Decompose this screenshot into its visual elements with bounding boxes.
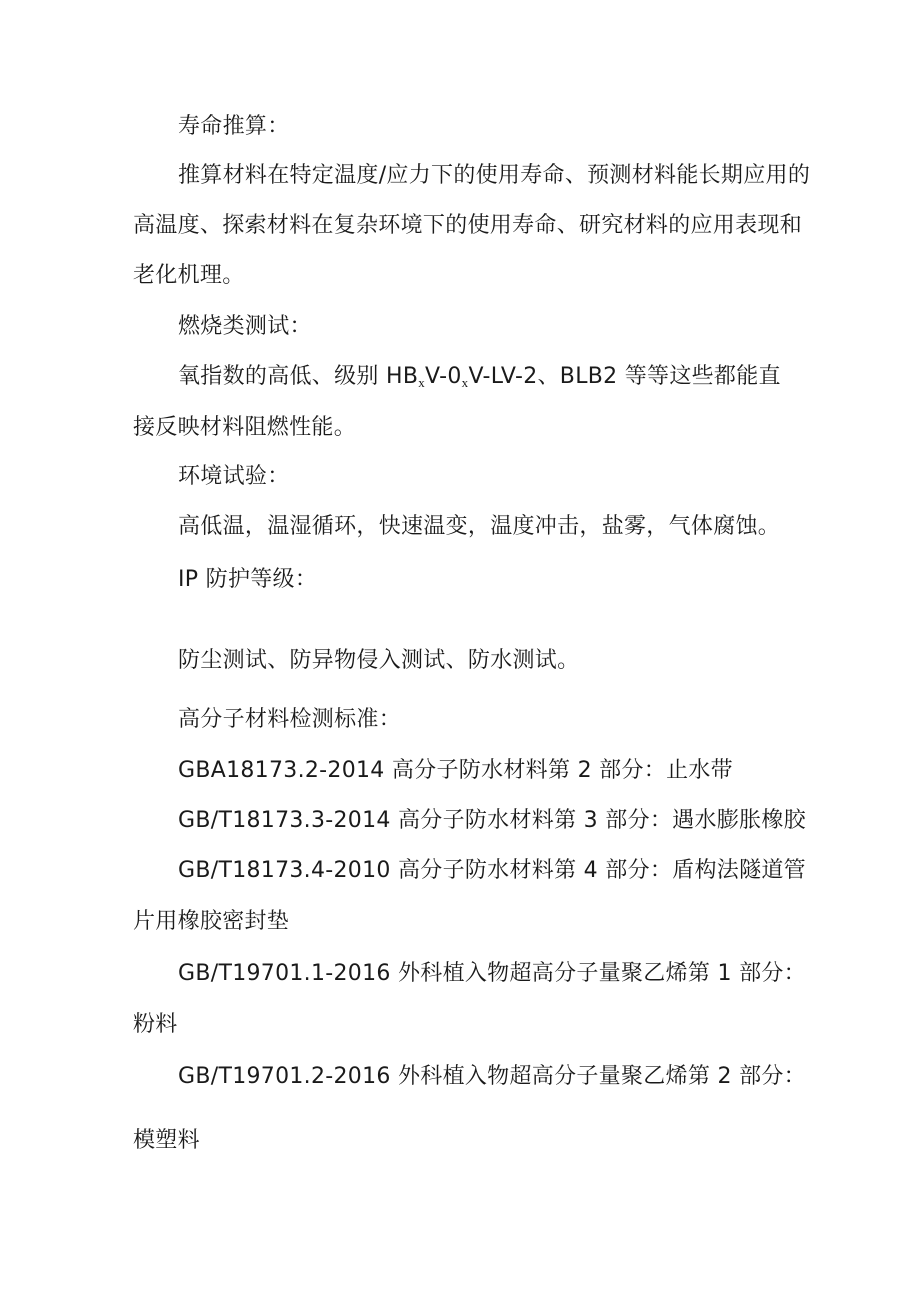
combustion-body-line-1	[178, 362, 793, 392]
environment-heading: 环境试验：	[178, 464, 290, 489]
standard-item-continuation: 片用橡胶密封垫	[133, 909, 290, 934]
environment-body: 高低温，温湿循环，快速温变，温度冲击，盐雾，气体腐蚀。	[178, 514, 781, 539]
combustion-body-line-2: 接反映材料阻燃性能。	[133, 415, 357, 440]
combustion-heading: 燃烧类测试：	[178, 314, 312, 339]
standard-item: GB/T19701.1-2016 外科植入物超高分子量聚乙烯第 1 部分：	[178, 961, 806, 986]
subscript-x: x	[461, 375, 469, 390]
standard-item: GBA18173.2-2014 高分子防水材料第 2 部分：止水带	[178, 758, 733, 783]
standard-item: GB/T19701.2-2016 外科植入物超高分子量聚乙烯第 2 部分：	[178, 1064, 806, 1089]
combustion-text-pre: 氧指数的高低、级别 HB	[178, 364, 419, 389]
standard-item: GB/T18173.4-2010 高分子防水材料第 4 部分：盾构法隧道管	[178, 858, 806, 883]
ip-body: 防尘测试、防异物侵入测试、防水测试。	[178, 648, 580, 673]
standard-item: GB/T18173.3-2014 高分子防水材料第 3 部分：遇水膨胀橡胶	[178, 808, 806, 833]
lifetime-heading: 寿命推算：	[178, 114, 290, 139]
combustion-text-post: V-LV-2、BLB2 等等这些都能直	[468, 364, 781, 389]
lifetime-body-line-1: 推算材料在特定温度/应力下的使用寿命、预测材料能长期应用的	[178, 163, 811, 188]
standard-item-continuation: 粉料	[133, 1012, 178, 1037]
lifetime-body-line-3: 老化机理。	[133, 263, 245, 288]
standards-heading: 高分子材料检测标准：	[178, 707, 402, 732]
combustion-text-mid: V-0	[425, 364, 462, 389]
subscript-x: x	[418, 375, 426, 390]
standard-item-continuation: 模塑料	[133, 1128, 200, 1153]
lifetime-body-line-2: 高温度、探索材料在复杂环境下的使用寿命、研究材料的应用表现和	[133, 213, 803, 238]
ip-heading: IP 防护等级：	[178, 567, 318, 592]
